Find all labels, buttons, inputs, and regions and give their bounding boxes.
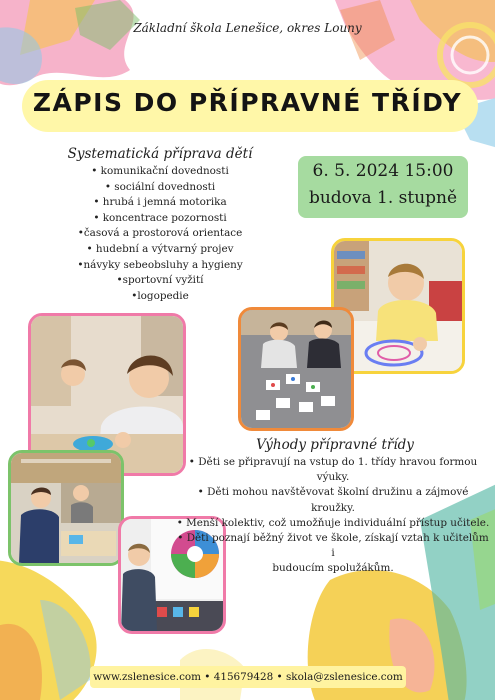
preparation-item: • komunikační dovednosti	[91, 165, 229, 177]
school-name: Základní škola Lenešice, okres Louny	[133, 21, 362, 35]
preparation-item: •logopedie	[131, 289, 189, 302]
benefits-list	[175, 455, 491, 577]
preparation-item: •návyky sebeobsluhy a hygieny	[77, 258, 243, 271]
event-datetime: 6. 5. 2024 15:00	[312, 161, 454, 181]
preparation-item: • koncentrace pozornosti	[93, 211, 227, 224]
classroom-desks-photo	[8, 450, 124, 566]
benefit-item: • Menší kolektiv, což umožňuje individuální přístup učitele.	[176, 516, 490, 529]
contact-footer: www.zslenesice.com • 415679428 • skola@zslenesice.com	[90, 666, 406, 688]
page-title: ZÁPIS DO PŘÍPRAVNÉ TŘÍDY	[32, 88, 463, 117]
preparation-list	[50, 164, 270, 304]
preparation-item: •sportovní vyžití	[116, 274, 204, 287]
benefit-item: • Děti se připravují na vstup do 1. třídy hravou formou výuky.	[188, 456, 478, 484]
benefit-item: • Děti mohou navštěvovat školní družinu a zájmové kroužky.	[197, 486, 469, 514]
benefit-item: budoucím spolužákům.	[272, 562, 394, 575]
benefit-item: • Děti poznají běžný život ve škole, získají vztah k učitelům i	[177, 532, 489, 560]
children-counting-cards-photo	[238, 307, 354, 431]
event-info-box	[298, 156, 468, 218]
preparation-item: • hrubá i jemná motorika	[93, 196, 227, 209]
preparation-item: • hudební a výtvarný projev	[86, 242, 234, 255]
preparation-item: • sociální dovednosti	[104, 180, 216, 193]
benefits-heading: Výhody přípravné třídy	[256, 437, 414, 453]
event-place: budova 1. stupně	[308, 188, 458, 208]
preparation-heading: Systematická příprava dětí	[67, 146, 253, 162]
preparation-item: •časová a prostorová orientace	[77, 227, 243, 240]
